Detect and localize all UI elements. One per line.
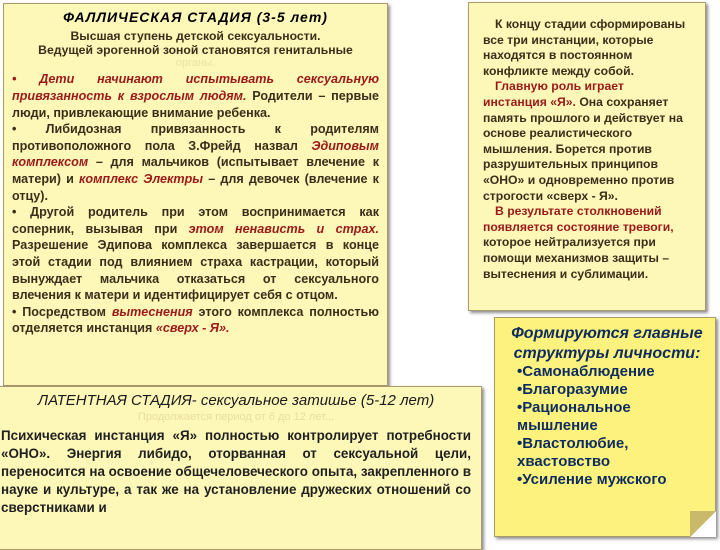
latent-faint-line: Продолжается период от 6 до 12 лет... [137,411,335,423]
phallic-p3-a: • Другой родитель при этом воспринимается как соперник, вызывая при [12,205,379,236]
phallic-p4-repression: вытеснения [111,304,193,319]
phallic-p1-emphasis: • Дети начинают испытывать сексуальную привязанность к взрослым людям. [12,72,379,103]
phallic-stage-title: ФАЛЛИЧЕСКАЯ СТАДИЯ (3-5 лет) [63,9,328,25]
conflict-paragraph-2 [483,79,691,204]
instances-conflict-panel [468,2,706,311]
phallic-p2-oedipus: Эдиповым комплексом [12,138,379,170]
phallic-paragraph-2 [12,121,379,204]
structures-item: •Благоразумие [517,381,628,398]
structures-item: •Рациональное мышление [517,399,631,434]
phallic-p1-rest: Родители – первые люди, привлекающие внимание ребенка. [12,89,379,120]
phallic-p4-superego: «сверх - Я». [155,321,230,336]
phallic-subtitle-line1: Высшая ступень детской сексуальности. [70,29,321,43]
conflict-paragraph-1: К концу стадии сформированы все три инстанции, которые находятся в постоянном конфликте между собой. [483,17,686,78]
conflict-p2-highlight: Главную роль играет инстанция «Я». [483,79,624,109]
phallic-p2-a: • Либидозная привязанность к родителям противоположного пола З.Фрейд назвал [12,122,379,153]
phallic-p4-a: • Посредством [12,304,112,319]
conflict-p3-highlight: В результате столкновений появляется состояние тревоги, [483,204,674,234]
conflict-p3-rest: которое нейтрализуется при помощи механизмов защиты – вытеснения и сублимации. [483,235,670,281]
phallic-p2-b: – для мальчиков (испытывает влечение к матери) и [12,155,379,186]
phallic-p3-hate-fear: этом ненависть и страх. [188,221,379,236]
phallic-subtitle-line2: Ведущей эрогенной зоной становятся генитальные [38,43,353,58]
page-curl-corner [690,511,716,537]
conflict-paragraph-3 [483,204,691,282]
phallic-p3-b: Разрешение Эдипова комплекса завершается в конце этой стадии под влиянием страха кастрации, который вынуждает мальчика отказаться от сексуального влечения к матери и идентифицирует себя с отцом. [12,238,379,303]
phallic-p2-c: – для девочек (влечение к отцу). [12,171,379,203]
latent-stage-panel [0,386,482,550]
structures-heading: Формируются главные структуры личности: [511,325,703,362]
latent-title-main: ЛАТЕНТНАЯ СТАДИЯ [37,392,192,409]
phallic-paragraph-1 [12,71,379,121]
structures-list [507,363,707,489]
phallic-paragraph-4 [12,304,379,337]
structures-item: •Властолюбие, хвастовство [517,435,629,470]
phallic-p4-b: этого комплекса полностью отделяется инстанция [12,304,380,336]
latent-title-rest: - сексуальное затишье (5-12 лет) [191,392,435,409]
phallic-stage-panel [3,3,388,386]
structures-item: •Усиление мужского [517,471,667,488]
phallic-subtitle-faint: органы. [175,57,216,70]
conflict-p2-rest: Она сохраняет память прошлого и действует на основе реалистического мышления. Борется против разрушительных принципов «ОНО» и одновременно против строгости «сверх - Я». [483,94,683,203]
structures-item: •Самонаблюдение [517,363,655,380]
phallic-p2-electra: комплекс Электры [79,171,204,186]
personality-structures-panel [494,317,716,537]
latent-stage-text: Психическая инстанция «Я» полностью контролирует потребности «ОНО». Энергия либидо, оторванная от сексуальной цели, переносится на освоение общечеловеческого опыта, закрепленного в науке и культуре, а так же на установление дружеских отношений со сверстниками и [1,428,471,515]
latent-stage-title [1,391,471,410]
phallic-paragraph-3 [12,204,379,304]
